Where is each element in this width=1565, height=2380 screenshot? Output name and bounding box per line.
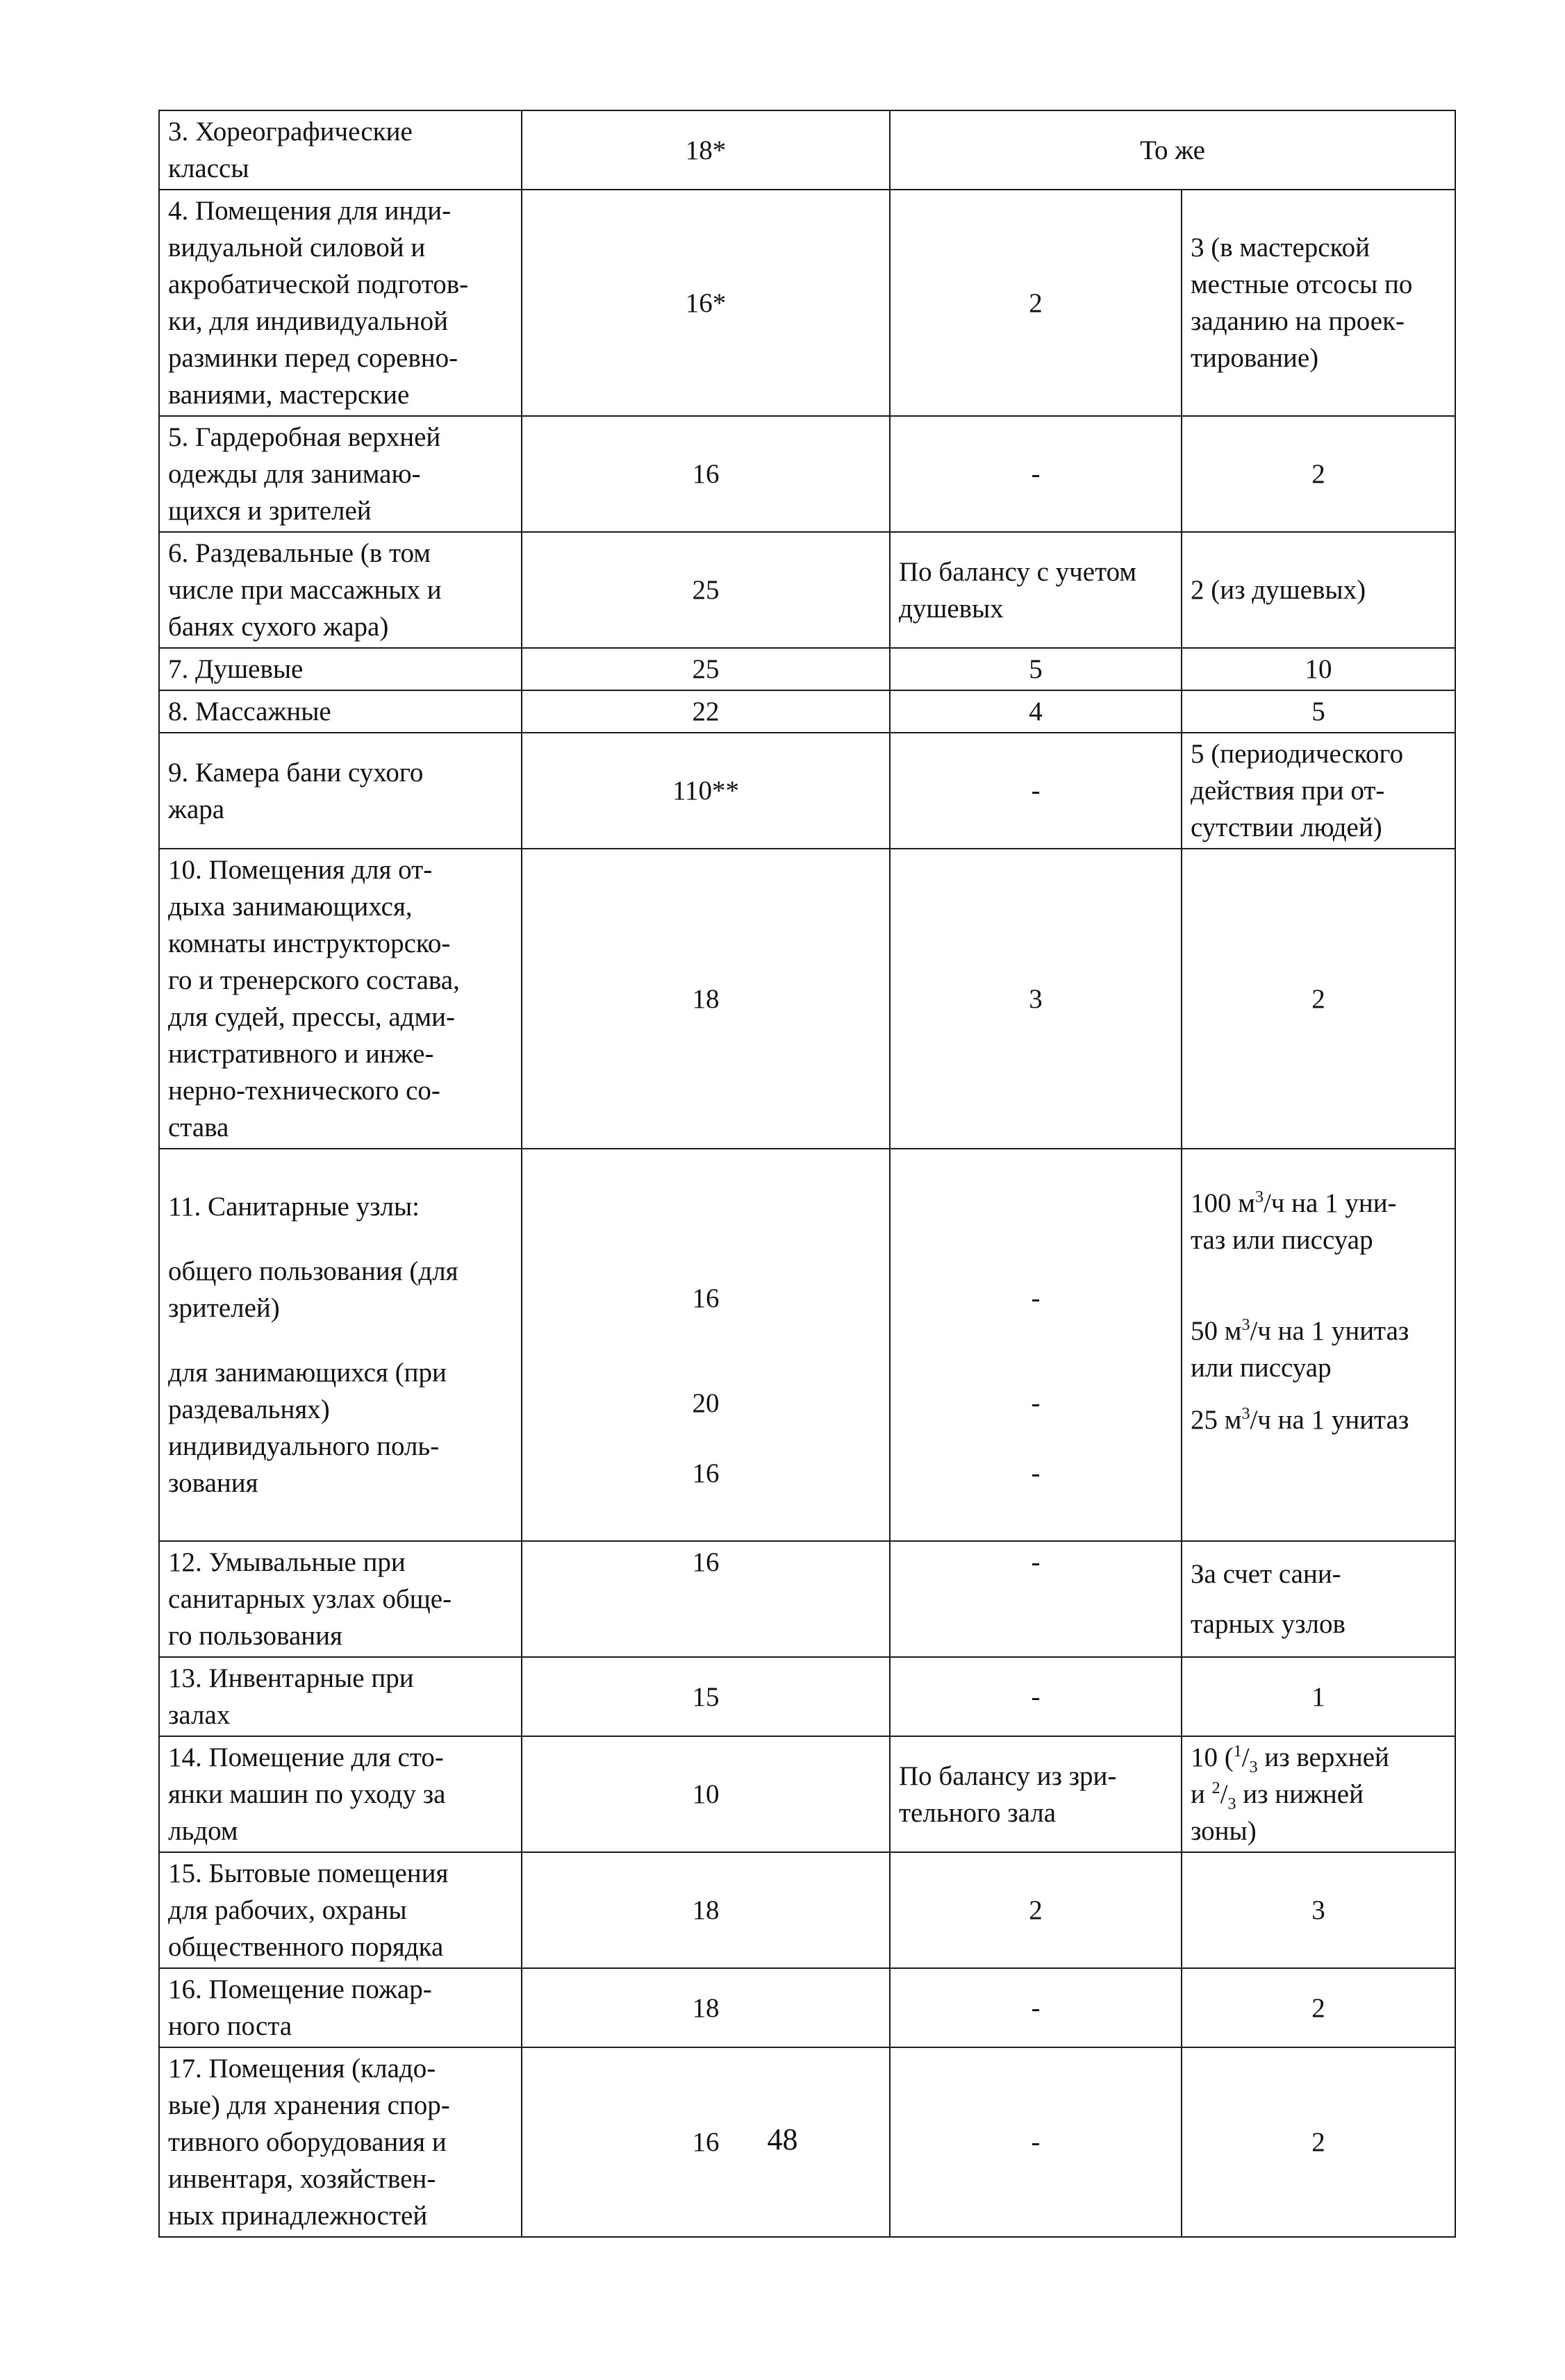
outflow-cell [1182,1149,1455,1541]
inflow-cell: 2 [890,1852,1182,1968]
temperature-cell: 18 [522,1968,890,2047]
temperature-cell: 110** [522,733,890,849]
room-name-cell: 8. Массажные [159,690,522,733]
temperature-cell: 16 [522,1541,890,1657]
room-name-cell: 9. Камера бани сухого жара [159,733,522,849]
sanitary-trainees-inflow: - [1031,1388,1041,1418]
outflow-cell: 10 ($^1/_3$ из верхней и $^2/_3$ из нижней зоны) [1182,1736,1455,1852]
outflow-cell: За счет сани- тарных узлов [1182,1541,1455,1657]
outflow-cell: 2 [1182,849,1455,1149]
room-name-cell: 3. Хореографические классы [159,110,522,190]
room-name-cell [159,1149,522,1541]
room-name-cell: 6. Раздевальные (в том числе при массажных и банях сухого жара) [159,532,522,648]
sanitary-individual-out-b: /ч на 1 унитаз [1250,1405,1409,1435]
sanitary-trainees-out-b: /ч на 1 унитаз [1250,1316,1409,1346]
temperature-cell: 15 [522,1657,890,1736]
sanitary-individual-inflow: - [1031,1458,1041,1488]
temperature-cell: 10 [522,1736,890,1852]
outflow-cell: 10 [1182,648,1455,690]
sanitary-general-name: общего пользования (для зрителей) [168,1256,458,1323]
sanitary-general-out-c: таз или писсуар [1191,1225,1373,1255]
outflow-cell: 3 [1182,1852,1455,1968]
inflow-cell: 4 [890,690,1182,733]
table-row [159,1657,1455,1736]
sanitary-individual-out-a: 25 м [1191,1405,1242,1435]
inflow-cell: - [890,733,1182,849]
outflow-cell: 2 [1182,416,1455,532]
parking-out-b: из верхней [1257,1742,1389,1772]
inflow-cell [890,1149,1182,1541]
inflow-cell: 5 [890,648,1182,690]
room-name-cell: 4. Помещения для инди- видуальной силовой и акробатической подготов- ки, для индивидуальной разминки перед соревно- ваниями, мастерские [159,190,522,416]
table-row [159,733,1455,849]
inflow-cell: - [890,1968,1182,2047]
outflow-cell: 2 (из душевых) [1182,532,1455,648]
temperature-cell: 16* [522,190,890,416]
temperature-cell: 25 [522,648,890,690]
inflow-cell: 2 [890,190,1182,416]
room-name-cell: 14. Помещение для сто- янки машин по уходу за льдом [159,1736,522,1852]
table-row [159,690,1455,733]
table-row [159,190,1455,416]
sanitary-general-out-a: 100 м [1191,1188,1255,1218]
inflow-cell: - [890,416,1182,532]
sanitary-trainees-name: для занимающихся (при раздевальнях) [168,1358,447,1424]
parking-out-sub1: 3 [1249,1758,1258,1776]
inflow-cell: - [890,1657,1182,1736]
inflow-cell: По балансу из зри- тельного зала [890,1736,1182,1852]
temperature-cell [522,1149,890,1541]
sanitary-individual-out-sup: 3 [1241,1405,1250,1423]
sanitary-individual-temp: 16 [692,1458,720,1488]
outflow-cell: 1 [1182,1657,1455,1736]
inflow-cell: 3 [890,849,1182,1149]
inflow-cell: По балансу с учетом душевых [890,532,1182,648]
same-as-above-cell: То же [890,110,1455,190]
room-name-cell: 15. Бытовые помещения для рабочих, охраны общественного порядка [159,1852,522,1968]
sanitary-trainees-out-a: 50 м [1191,1316,1242,1346]
outflow-cell: 5 [1182,690,1455,733]
temperature-cell: 18* [522,110,890,190]
table-row [159,416,1455,532]
outflow-cell: 5 (периодического действия при от- сутствии людей) [1182,733,1455,849]
sanitary-trainees-temp: 20 [692,1388,720,1418]
sanitary-general-inflow: - [1031,1283,1041,1313]
sanitary-title: 11. Санитарные узлы: [168,1192,420,1222]
room-name-cell: 12. Умывальные при санитарных узлах обще- го пользования [159,1541,522,1657]
page-number: 48 [767,2122,798,2156]
outflow-cell: 2 [1182,1968,1455,2047]
sanitary-trainees-out-sup: 3 [1241,1316,1250,1334]
ventilation-table [158,110,1456,2238]
temperature-cell: 18 [522,1852,890,1968]
inflow-cell: - [890,1541,1182,1657]
outflow-cell: 3 (в мастерской местные отсосы по заданию на проек- тирование) [1182,190,1455,416]
temperature-cell: 25 [522,532,890,648]
temperature-cell: 16 [522,416,890,532]
table-row [159,532,1455,648]
room-name-cell: 17. Помещения (кладо- вые) для хранения спор- тивного оборудования и инвентаря, хозяйствен- ных принадлежностей [159,2047,522,2237]
table-row [159,1541,1455,1657]
parking-out-e: зоны) [1191,1816,1257,1846]
parking-out-c: и [1191,1779,1212,1809]
temperature-cell: 22 [522,690,890,733]
table-row [159,1968,1455,2047]
parking-out-d: из нижней [1236,1779,1364,1809]
table-row [159,648,1455,690]
room-name-cell: 5. Гардеробная верхней одежды для занимаю- щихся и зрителей [159,416,522,532]
outflow-cell: 2 [1182,2047,1455,2237]
room-name-cell: 7. Душевые [159,648,522,690]
parking-out-sup2: 2 [1211,1779,1220,1797]
parking-out-sup1: 1 [1233,1742,1242,1761]
sanitary-trainees-out-c: или писсуар [1191,1353,1332,1383]
table-row [159,110,1455,190]
table-row [159,849,1455,1149]
sanitary-general-out-sup: 3 [1255,1188,1264,1206]
sanitary-individual-name: индивидуального поль- зования [168,1431,440,1498]
parking-out-a: 10 ( [1191,1742,1234,1772]
inflow-cell: - [890,2047,1182,2237]
sanitary-general-temp: 16 [692,1283,720,1313]
parking-out-sub2: 3 [1227,1795,1236,1813]
room-name-cell: 13. Инвентарные при залах [159,1657,522,1736]
room-name-cell: 10. Помещения для от- дыха занимающихся, комнаты инструкторско- го и тренерского состава, для судей, прессы, адми- нистративного и инже- нерно-технического со- става [159,849,522,1149]
sanitary-general-out-b: /ч на 1 уни- [1263,1188,1397,1218]
room-name-cell: 16. Помещение пожар- ного поста [159,1968,522,2047]
table-row-sanitary [159,1149,1455,1541]
table-row [159,1736,1455,1852]
table-row [159,1852,1455,1968]
temperature-cell: 16 [522,2047,890,2237]
temperature-cell: 18 [522,849,890,1149]
